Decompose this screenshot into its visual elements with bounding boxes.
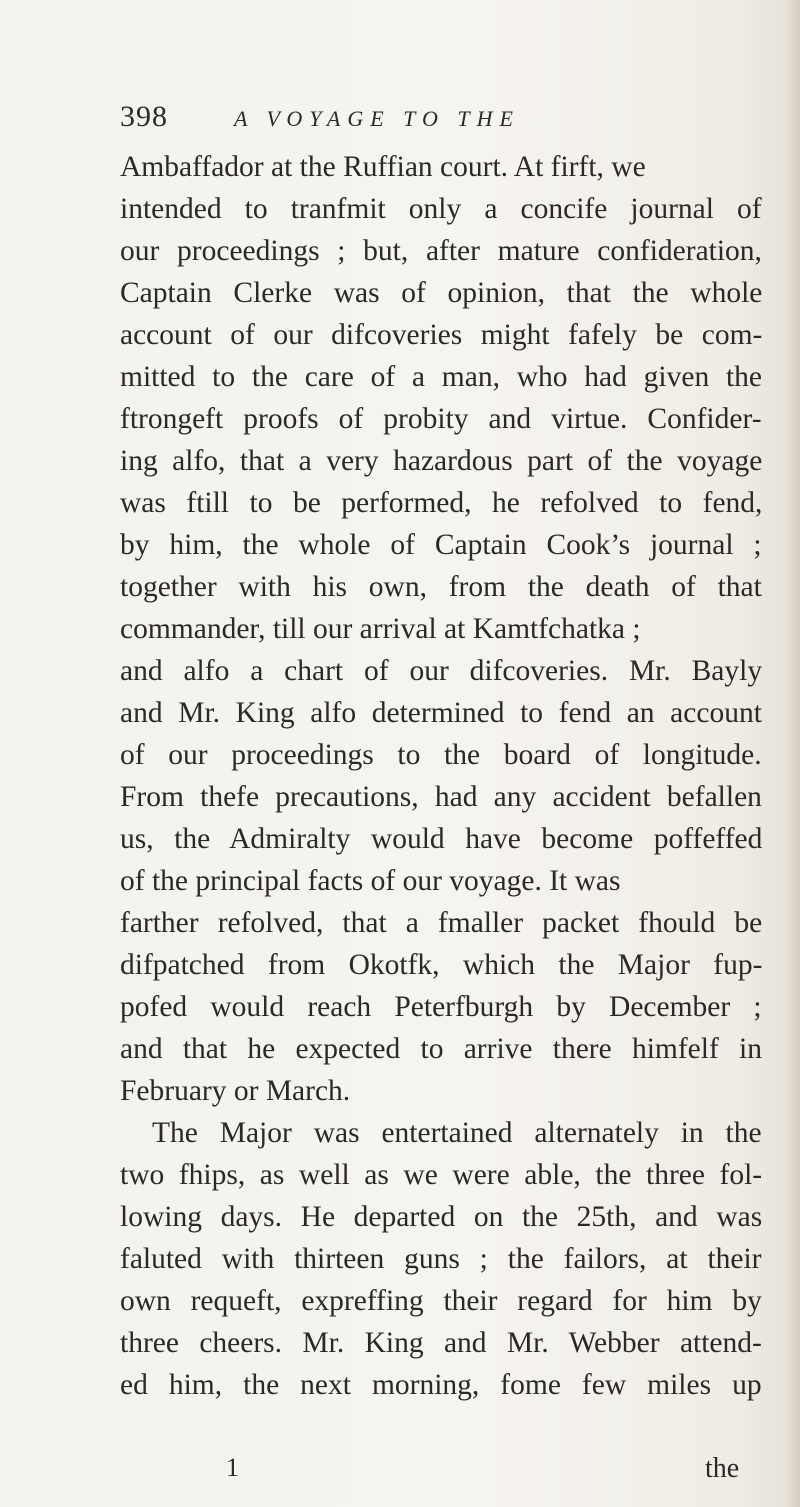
text-line: ing alfo, that a very hazardous part of the voyage (120, 445, 763, 477)
text-line: account of our difcoveries might fafely be com- (120, 319, 763, 351)
text-line: ed him, the next morning, fome few miles up (120, 1369, 762, 1401)
text-line: was ftill to be performed, he refolved to fend, (120, 487, 763, 519)
running-head: A VOYAGE TO THE (234, 106, 520, 131)
text-line: Captain Clerke was of opinion, that the whole (120, 277, 763, 309)
text-line: of the principal facts of our voyage. It was (120, 865, 621, 897)
text-line: lowing days. He departed on the 25th, and was (120, 1201, 763, 1233)
text-line: own requeft, expreffing their regard for him by (120, 1285, 762, 1317)
text-line: and that he expected to arrive there himfelf in (120, 1033, 762, 1065)
text-line: of our proceedings to the board of longitude. (120, 739, 762, 771)
text-line: pofed would reach Peterfburgh by December ; (120, 991, 762, 1023)
page-footer (0, 1453, 800, 1489)
text-line: by him, the whole of Captain Cook’s journal ; (120, 529, 762, 561)
text-line: our proceedings ; but, after mature confideration, (120, 235, 762, 267)
text-line: ftrongeft proofs of probity and virtue. Confider- (120, 403, 762, 435)
text-line: The Major was entertained alternately in the (152, 1117, 762, 1149)
text-line: faluted with thirteen guns ; the failors, at their (120, 1243, 762, 1275)
text-line: intended to tranfmit only a concife journal of (120, 193, 762, 225)
text-line: February or March. (120, 1075, 351, 1107)
text-line: two fhips, as well as we were able, the three fol- (120, 1159, 763, 1191)
text-line: and Mr. King alfo determined to fend an account (120, 697, 762, 729)
text-line: and alfo a chart of our difcoveries. Mr. Bayly (120, 655, 763, 687)
text-line: mitted to the care of a man, who had given the (120, 361, 763, 393)
signature-mark: 1 (226, 1453, 239, 1482)
text-line: difpatched from Okotfk, which the Major fup- (120, 949, 763, 981)
page-header (120, 100, 740, 144)
text-line: three cheers. Mr. King and Mr. Webber attend- (120, 1327, 762, 1359)
text-line: together with his own, from the death of that (120, 571, 762, 603)
text-line: commander, till our arrival at Kamtfchatka ; (120, 613, 641, 645)
text-line: From thefe precautions, had any accident befallen (120, 781, 762, 813)
text-line: Ambaffador at the Ruffian court. At firft, we (120, 151, 646, 183)
text-line: farther refolved, that a fmaller packet fhould be (120, 907, 763, 939)
text-line: us, the Admiralty would have become poffeffed (120, 823, 763, 855)
page-number: 398 (120, 100, 168, 133)
page-edge-shadow (786, 0, 800, 1507)
catchword: the (705, 1453, 740, 1484)
